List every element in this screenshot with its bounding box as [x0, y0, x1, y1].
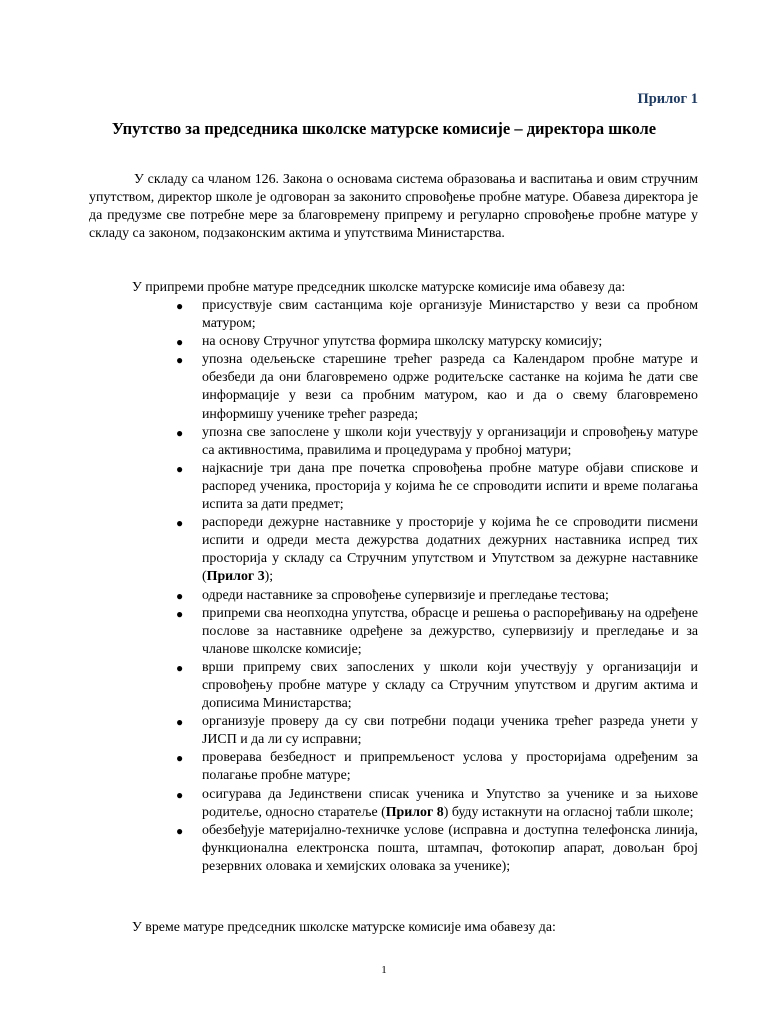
list-item: [176, 659, 698, 713]
list-item-text-end: ) буду истакнути на огласној табли школе;: [443, 804, 694, 820]
bullet-icon: ●: [176, 461, 184, 476]
list-item: [176, 786, 698, 822]
list-item-text-end: );: [264, 569, 274, 585]
intro-paragraph: [89, 171, 698, 243]
list-item-text: одреди наставнике за спровођење супервизије и прегледање тестова;: [202, 587, 609, 603]
list-item: [176, 587, 698, 605]
list-item: [176, 424, 698, 460]
list-item: [176, 713, 698, 749]
bullet-icon: ●: [176, 606, 184, 621]
list-item-text: на основу Стручног упутства формира школску матурску комисију;: [202, 334, 603, 350]
bullet-icon: ●: [176, 353, 184, 368]
list-item-text: најкасније три дана пре почетка спровођења пробне матуре објави спискове и распоред ученика, просторија у којима ће се спроводити испити и време полагања испита за дати предмет;: [202, 460, 698, 513]
list-item-text: врши припрему свих запослених у школи који учествују у организацији и спровођењу пробне матуре у складу са Стручним упутством и другим актима и дописима Министарства;: [202, 659, 698, 712]
list-item-text: припреми сва неопходна упутства, обрасце и решења о распоређивању на одређене послове за наставнике одређене за дежурство, супервизију и прегледање и за чланове школске комисије;: [202, 605, 698, 657]
bullet-icon: ●: [176, 787, 184, 802]
list-item-text: присуствује свим састанцима које организује Министарство у вези са пробном матуром;: [202, 298, 698, 332]
bullet-icon: ●: [176, 660, 184, 675]
bullet-icon: ●: [176, 335, 184, 350]
list-item: [176, 333, 698, 351]
page-number: 1: [381, 964, 387, 976]
list-item: [176, 822, 698, 876]
bullet-icon: ●: [176, 751, 184, 766]
list-item: [176, 351, 698, 423]
intro-text: У складу са чланом 126. Закона о основама система образовања и васпитања и овим стручним упутством, директор школе је одговоран за законито спровођење пробне матуре. Обавеза директора је да предузме све потребне мере за благовремену припрему и регуларно спровођење пробне матуре у складу са законом, подзаконским актима и упутствима Министарства.: [89, 172, 698, 241]
appendix-reference: Прилог 3: [206, 569, 265, 585]
list-item-text: осигурава да Јединствени списак ученика и Упутство за ученике и за њихове родитеље, односно старатеље (: [202, 786, 698, 820]
bullet-icon: ●: [176, 299, 184, 313]
list-item: [176, 605, 698, 659]
appendix-reference: Прилог 8: [385, 804, 444, 820]
bullet-icon: ●: [176, 588, 184, 603]
bullet-icon: ●: [176, 516, 184, 531]
during-lead: У време матуре председник школске матурске комисије има обавезу да:: [132, 920, 556, 935]
list-item: [176, 460, 698, 514]
list-item: [176, 297, 698, 333]
list-item: [176, 514, 698, 586]
appendix-label: Прилог 1: [637, 91, 698, 107]
list-item-text: распореди дежурне наставнике у просторије у којима ће се спроводити писмени испити и одреди места дежурства додатних дежурних наставника испред тих просторија у складу са Стручним упутством и Упутством за дежурне наставнике (: [202, 515, 698, 585]
document-title: Упутство за председника школске матурске комисије – директора школе: [111, 119, 657, 138]
bullet-icon: ●: [176, 715, 184, 730]
list-item: [176, 749, 698, 785]
list-item-text: упозна одељењске старешине трећег разреда са Календаром пробне матуре и обезбеди да они благовремено одрже родитељске састанке на којима ће дати све информације у вези са пробним матуром, као и да о свему благовремено информишу ученике трећег разреда;: [202, 352, 698, 422]
preparation-lead: У припреми пробне матуре председник школске матурске комисије има обавезу да:: [132, 280, 626, 295]
list-item-text: проверава безбедност и припремљеност услова у просторијама одређеним за полагање пробне матуре;: [202, 750, 698, 784]
list-item-text: организује проверу да су сви потребни подаци ученика трећег разреда унети у ЈИСП и да ли су исправни;: [202, 714, 698, 748]
bullet-icon: ●: [176, 823, 184, 838]
bullet-icon: ●: [176, 425, 184, 440]
duties-list: [176, 297, 698, 876]
list-item-text: упозна све запослене у школи који учествују у организацији и спровођењу матуре са активностима, правилима и процедурама у пробној матури;: [202, 424, 698, 458]
list-item-text: обезбеђује материјално-техничке услове (исправна и доступна телефонска линија, функционална електронска пошта, штампач, фотокопир апарат, довољан број резервних оловака и хемијских оловака за ученике);: [202, 822, 698, 874]
